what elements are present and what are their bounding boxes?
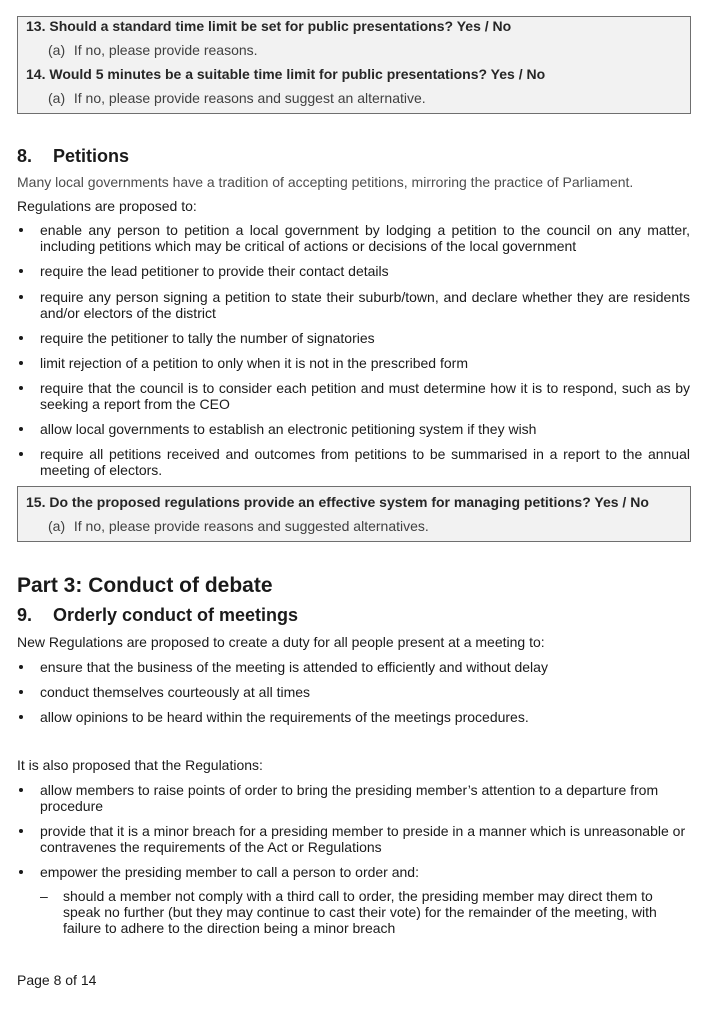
- list-item: ensure that the business of the meeting is attended to efficiently and without delay: [17, 659, 690, 675]
- list-item: allow local governments to establish an electronic petitioning system if they wish: [17, 421, 690, 437]
- section-9-heading: [17, 604, 298, 626]
- list-item: require all petitions received and outcomes from petitions to be summarised in a report to the annual meeting of electors.: [17, 446, 690, 478]
- question-15: 15. Do the proposed regulations provide an effective system for managing petitions? Yes / No: [26, 494, 649, 510]
- section-9-bullets-2: [17, 782, 690, 889]
- list-item: require the lead petitioner to provide their contact details: [17, 263, 690, 279]
- section-9-lead-2: It is also proposed that the Regulations:: [17, 757, 263, 773]
- question-15a-text: If no, please provide reasons and suggested alternatives.: [73, 518, 429, 534]
- question-13: 13. Should a standard time limit be set for public presentations? Yes / No: [26, 18, 512, 34]
- list-item: require that the council is to consider each petition and must determine how it is to respond, such as by seeking a report from the CEO: [17, 380, 690, 412]
- list-item: allow members to raise points of order to bring the presiding member’s attention to a departure from procedure: [17, 782, 690, 814]
- question-box-15: [17, 486, 691, 542]
- section-9-lead: New Regulations are proposed to create a duty for all people present at a meeting to:: [17, 634, 545, 650]
- dash-marker: –: [40, 888, 48, 904]
- sub-dash-text: should a member not comply with a third call to order, the presiding member may direct them to speak no further (but they may continue to cast their vote) for the remainder of the meeting, with failure to adhere to the direction being a minor breach: [63, 888, 657, 936]
- question-box-13-14: [17, 16, 691, 114]
- question-15a: [26, 518, 684, 534]
- question-13a: [26, 42, 684, 58]
- question-14a-label: (a): [48, 90, 66, 106]
- question-14a: [26, 90, 684, 106]
- list-item: empower the presiding member to call a person to order and:: [17, 864, 690, 880]
- section-8-title: Petitions: [53, 146, 130, 166]
- list-item: allow opinions to be heard within the requirements of the meetings procedures.: [17, 709, 690, 725]
- page-number: Page 8 of 14: [17, 972, 97, 988]
- question-15a-label: (a): [48, 518, 66, 534]
- section-9-number: 9.: [17, 605, 33, 625]
- part-3-heading: Part 3: Conduct of debate: [17, 574, 273, 597]
- list-item: enable any person to petition a local government by lodging a petition to the council on any matter, including petitions which may be critical of actions or decisions of the local government: [17, 222, 690, 254]
- section-8-number: 8.: [17, 146, 33, 166]
- section-8-heading: [17, 145, 129, 167]
- list-item: require any person signing a petition to state their suburb/town, and declare whether they are residents and/or electors of the district: [17, 289, 690, 321]
- section-9-bullets: [17, 659, 690, 725]
- section-8-intro: Many local governments have a tradition of accepting petitions, mirroring the practice of Parliament.: [17, 174, 634, 190]
- section-8-lead: Regulations are proposed to:: [17, 198, 197, 214]
- list-item: conduct themselves courteously at all times: [17, 684, 690, 700]
- question-13a-label: (a): [48, 42, 66, 58]
- section-8-bullets: [17, 222, 690, 478]
- question-14: 14. Would 5 minutes be a suitable time limit for public presentations? Yes / No: [26, 66, 546, 82]
- question-14a-text: If no, please provide reasons and suggest an alternative.: [73, 90, 426, 106]
- list-item: limit rejection of a petition to only when it is not in the prescribed form: [17, 355, 690, 371]
- section-9-title: Orderly conduct of meetings: [53, 605, 299, 625]
- list-item: require the petitioner to tally the number of signatories: [17, 330, 690, 346]
- sub-dash-item: [17, 888, 690, 936]
- list-item: provide that it is a minor breach for a presiding member to preside in a manner which is unreasonable or contravenes the requirements of the Act or Regulations: [17, 823, 690, 855]
- question-13a-text: If no, please provide reasons.: [73, 42, 258, 58]
